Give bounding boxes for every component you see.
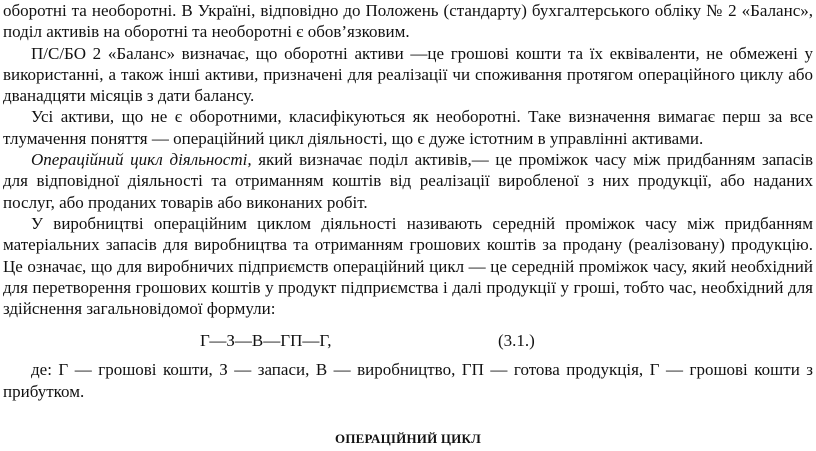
paragraph-balance-definition: П/С/БО 2 «Баланс» визначає, що оборотні активи —це грошові кошти та їх еквіваленти, не обмежені у використанні, а також інші активи, призначені для реалізації чи споживання протягом операційного циклу або дванадцяти місяців з дати балансу.: [3, 43, 813, 106]
formula-legend: де: Г — грошові кошти, З — запаси, В — виробництво, ГП — готова продукція, Г — грошові кошти з прибутком.: [3, 360, 813, 401]
operating-cycle-text: який визначає поділ активів,— це проміжок часу між придбанням запасів для відповідної діяльності та отриманням коштів від реалізації виробленої з них продукції, або наданих послуг, або проданих товарів або виконаних робіт.: [3, 150, 813, 212]
formula-number: (3.1.): [498, 331, 535, 351]
paragraph-noncurrent-assets: Усі активи, що не є оборотними, класифікуються як необоротні. Таке визначення вимагає перш за все тлумачення поняття — операційний цикл діяльності, що є дуже істотним в управлінні активами.: [3, 107, 813, 148]
paragraph-production-cycle: У виробництві операційним циклом діяльності називають середній проміжок часу між придбанням матеріальних запасів для виробництва та отриманням грошових коштів за продану (реалізовану) продукцію. Це означає, що для виробничих підприємств операційний цикл — це середній проміжок часу, який необхідний для перетворення грошових коштів у продукт підприємства і далі продукції у гроші, тобто час, необхідний для здійснення загальновідомої формули:: [3, 213, 813, 319]
paragraph-continuation: оборотні та необоротні. В Україні, відповідно до Положень (стандарту) бухгалтерського обліку № 2 «Баланс», поділ активів на оборотні та необоротні є обов’язковим.: [3, 1, 813, 42]
paragraph-operating-cycle-definition: [3, 149, 813, 213]
operating-cycle-term: Операційний цикл діяльності,: [31, 150, 252, 170]
formula-expression: Г—З—В—ГП—Г,: [200, 331, 332, 351]
section-heading: ОПЕРАЦІЙНИЙ ЦИКЛ: [335, 431, 481, 446]
formula-row: [3, 321, 813, 359]
